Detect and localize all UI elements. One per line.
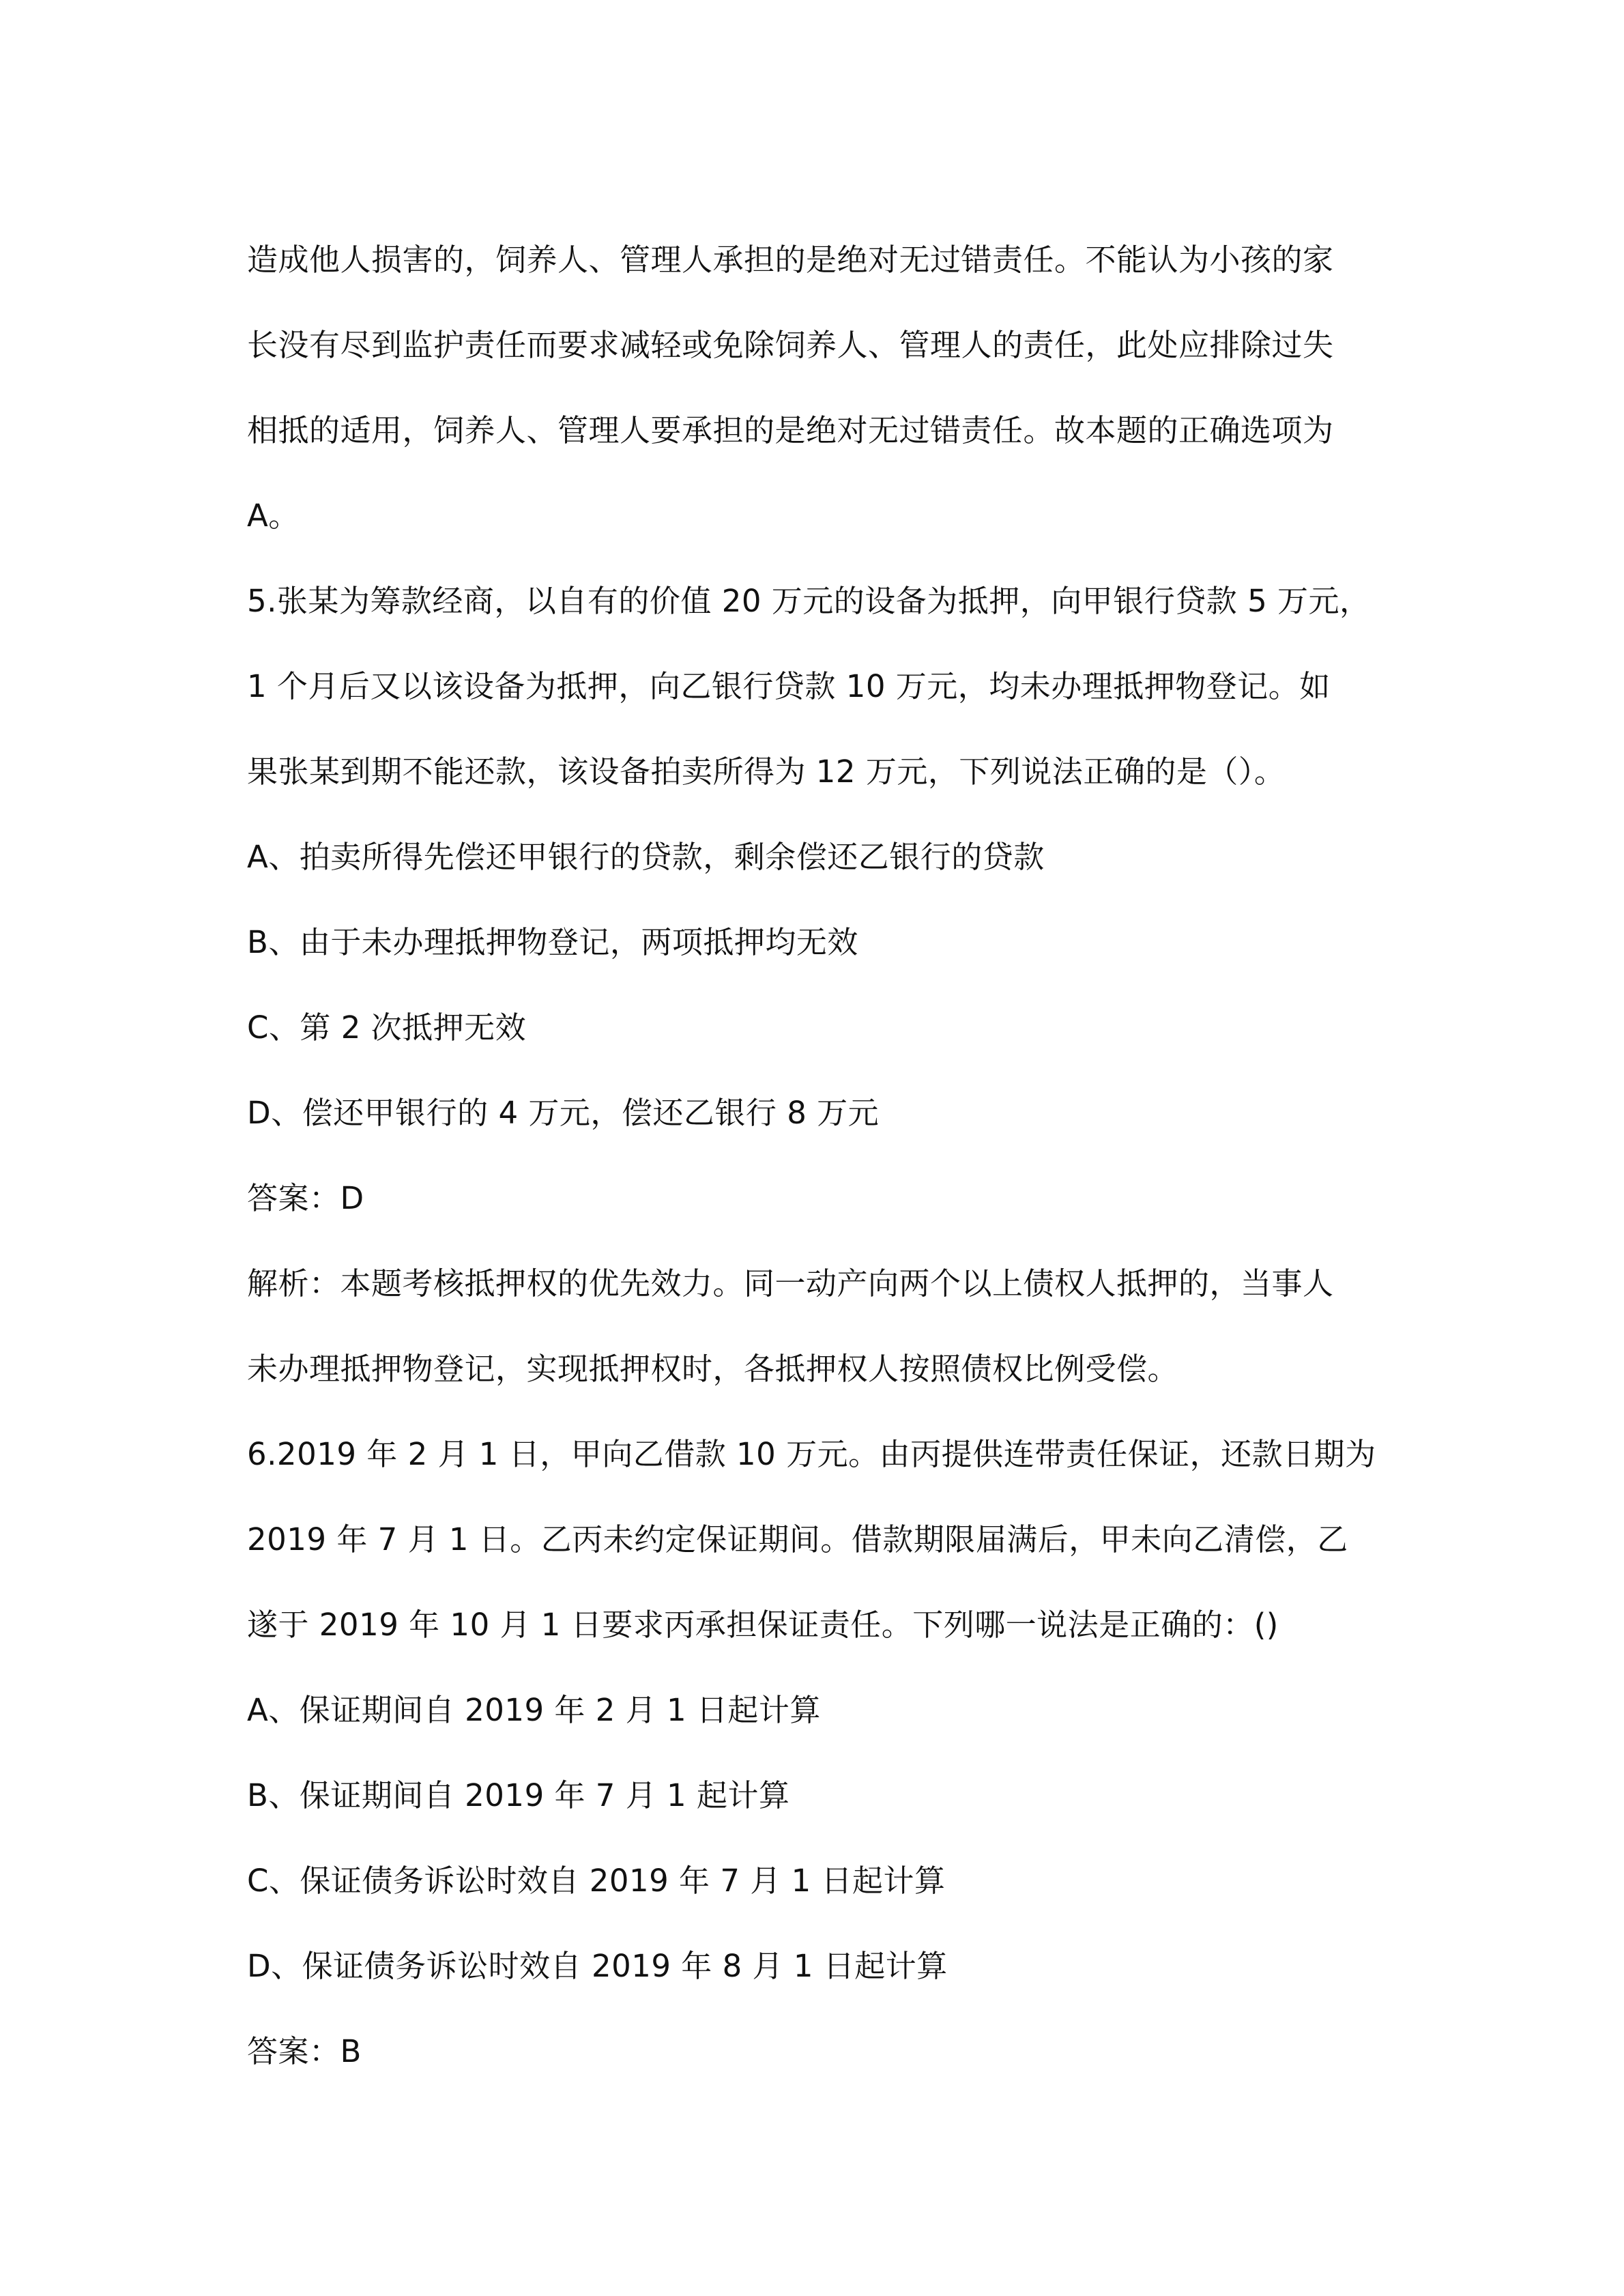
question-5-option-d: D、偿还甲银行的 4 万元，偿还乙银行 8 万元 — [247, 1095, 880, 1131]
paragraph-line: 长没有尽到监护责任而要求减轻或免除饲养人、管理人的责任，此处应排除过失 — [247, 327, 1334, 363]
question-5-analysis: 解析：本题考核抵押权的优先效力。同一动产向两个以上债权人抵押的，当事人 — [247, 1265, 1334, 1302]
question-6-option-b: B、保证期间自 2019 年 7 月 1 起计算 — [247, 1777, 790, 1813]
question-6-option-a: A、保证期间自 2019 年 2 月 1 日起计算 — [247, 1692, 821, 1728]
paragraph-line: A。 — [247, 498, 300, 534]
question-6-stem: 6.2019 年 2 月 1 日，甲向乙借款 10 万元。由丙提供连带责任保证，还款日期为 — [247, 1436, 1376, 1472]
question-6-option-c: C、保证债务诉讼时效自 2019 年 7 月 1 日起计算 — [247, 1863, 946, 1899]
question-6-stem: 遂于 2019 年 10 月 1 日要求丙承担保证责任。下列哪一说法是正确的：() — [247, 1607, 1279, 1643]
question-6-option-d: D、保证债务诉讼时效自 2019 年 8 月 1 日起计算 — [247, 1948, 948, 1984]
question-5-answer: 答案：D — [247, 1180, 364, 1216]
paragraph-line: 相抵的适用，饲养人、管理人要承担的是绝对无过错责任。故本题的正确选项为 — [247, 412, 1334, 448]
question-6-stem: 2019 年 7 月 1 日。乙丙未约定保证期间。借款期限届满后，甲未向乙清偿，乙 — [247, 1521, 1348, 1558]
question-5-option-b: B、由于未办理抵押物登记，两项抵押均无效 — [247, 924, 858, 960]
question-5-stem: 5.张某为筹款经商，以自有的价值 20 万元的设备为抵押，向甲银行贷款 5 万元， — [247, 583, 1371, 619]
question-5-analysis: 未办理抵押物登记，实现抵押权时，各抵押权人按照债权比例受偿。 — [247, 1351, 1179, 1387]
question-5-option-c: C、第 2 次抵押无效 — [247, 1009, 527, 1046]
question-6-answer: 答案：B — [247, 2033, 362, 2069]
question-5-option-a: A、拍卖所得先偿还甲银行的贷款，剩余偿还乙银行的贷款 — [247, 839, 1045, 875]
question-5-stem: 果张某到期不能还款，该设备拍卖所得为 12 万元，下列说法正确的是（）。 — [247, 754, 1286, 790]
document-body — [247, 217, 1407, 2094]
paragraph-line: 造成他人损害的，饲养人、管理人承担的是绝对无过错责任。不能认为小孩的家 — [247, 242, 1334, 278]
question-5-stem: 1 个月后又以该设备为抵押，向乙银行贷款 10 万元，均未办理抵押物登记。如 — [247, 668, 1331, 704]
